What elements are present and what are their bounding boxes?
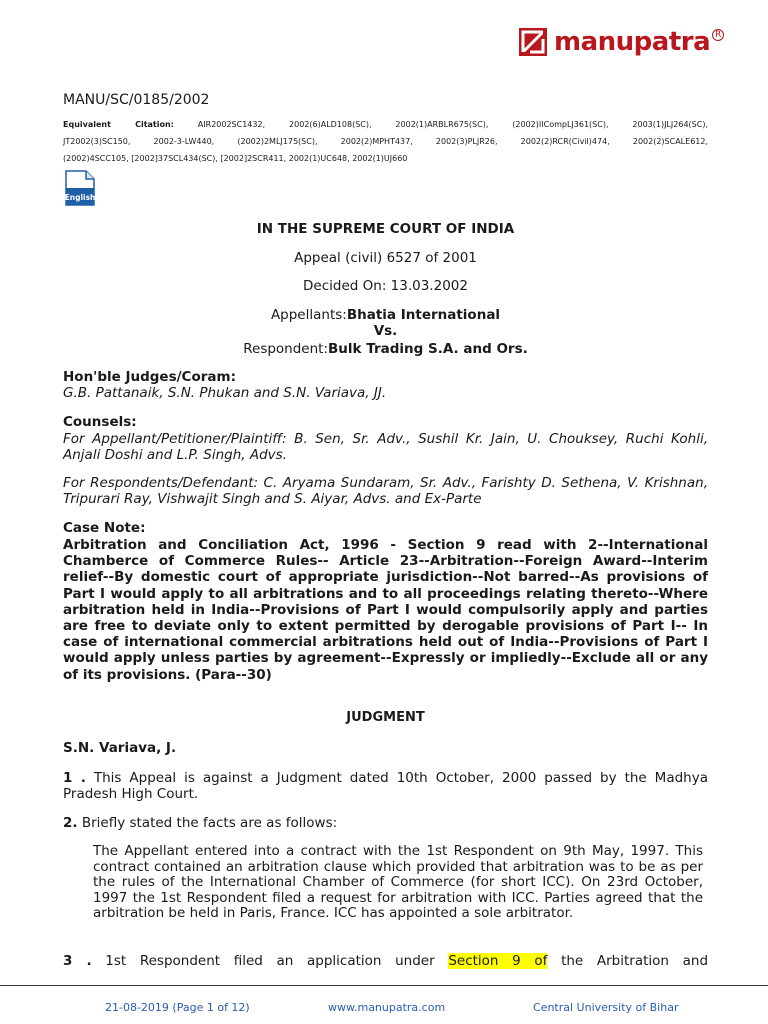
appellants-name: Bhatia International: [346, 307, 501, 323]
appellant-counsel: For Appellant/Petitioner/Plaintiff: B. Sen, Sr. Adv., Sushil Kr. Jain, U. Chouksey, Ruchi Kohli, Anjali Doshi and L.P. Singh, Advs.: [63, 431, 708, 463]
respondent-counsel: For Respondents/Defendant: C. Aryama Sundaram, Sr. Adv., Farishty D. Sethena, V. Krishnan, Tripurari Ray, Vishwajit Singh and S. Aiyar, Advs. and Ex-Parte: [63, 475, 708, 507]
footer-website-link[interactable]: www.manupatra.com: [328, 1001, 446, 1014]
appellants-label: Appellants:: [270, 307, 347, 323]
case-note-heading: Case Note:: [63, 520, 146, 536]
language-badge: English: [64, 193, 96, 202]
court-name: IN THE SUPREME COURT OF INDIA: [256, 221, 515, 237]
paragraph-1: 1 . This Appeal is against a Judgment dated 10th October, 2000 passed by the Madhya Pradesh High Court.: [63, 770, 708, 802]
registered-mark: R: [712, 29, 724, 41]
equivalent-citation: [63, 116, 708, 167]
citation-line-3: (2002)4SCC105, [2002]37SCL434(SC), [2002]2SCR411, 2002(1)UC648, 2002(1)UJ660: [63, 154, 408, 163]
citation-line-1: Equivalent Citation: AIR2002SC1432, 2002(6)ALD108(SC), 2002(1)ARBLR675(SC), (2002)IICompLJ361(SC), 2003(1)JLJ264(SC),: [63, 120, 708, 129]
logo-text: manupatra: [554, 27, 711, 57]
versus: Vs.: [373, 323, 398, 339]
judgment-heading: JUDGMENT: [346, 710, 425, 725]
respondent-line: [63, 341, 708, 357]
paragraph-number: 1 .: [63, 770, 86, 786]
document-id: MANU/SC/0185/2002: [63, 92, 210, 108]
counsels-heading: Counsels:: [63, 414, 137, 430]
highlighted-section-link[interactable]: Section 9 of: [448, 953, 548, 969]
footer-divider: [0, 985, 768, 986]
judges-heading: Hon'ble Judges/Coram:: [63, 369, 236, 385]
facts-quote: The Appellant entered into a contract with the 1st Respondent on 9th May, 1997. This contract contained an arbitration clause which provided that arbitration was to be as per the rules of the International Chamber of Commerce (for short ICC). On 23rd October, 1997 the 1st Respondent filed a request for arbitration with ICC. Parties agreed that the arbitration be held in Paris, France. ICC has appointed a sole arbitrator.: [93, 843, 703, 921]
citation-label: Equivalent Citation:: [63, 120, 174, 129]
judges-names: G.B. Pattanaik, S.N. Phukan and S.N. Variava, JJ.: [63, 385, 387, 401]
appeal-number: Appeal (civil) 6527 of 2001: [294, 250, 477, 266]
manupatra-logo: [518, 22, 730, 62]
paragraph-number: 3 .: [63, 953, 92, 969]
decided-date: Decided On: 13.03.2002: [303, 278, 468, 294]
paragraph-3: 3 . 1st Respondent filed an application under Section 9 of the Arbitration and: [63, 953, 709, 969]
respondent-label: Respondent:: [243, 341, 329, 357]
footer-institution: Central University of Bihar: [533, 1001, 679, 1014]
citation-line-2: JT2002(3)SC150, 2002-3-LW440, (2002)2MLJ175(SC), 2002(2)MPHT437, 2002(3)PLJR26, 2002(2)RCR(Civil)474, 2002(2)SCALE612,: [63, 137, 708, 146]
paragraph-2: 2. Briefly stated the facts are as follows:: [63, 815, 338, 831]
judge-name: S.N. Variava, J.: [63, 740, 177, 756]
appellants-line: [63, 307, 708, 323]
paragraph-number: 2.: [63, 815, 78, 831]
respondent-name: Bulk Trading S.A. and Ors.: [328, 341, 528, 357]
footer-date-page: 21-08-2019 (Page 1 of 12): [105, 1001, 250, 1014]
case-note-text: Arbitration and Conciliation Act, 1996 - Section 9 read with 2--International Chamberce of Commerce Rules-- Article 23--Arbitration--Foreign Award--Interim relief--By domestic court of appropriate jurisdiction--Not barred--As provisions of Part I would apply to all arbitrations and to all proceedings relating thereto--Where arbitration held in India--Provisions of Part I would compulsorily apply and parties are free to deviate only to extent permitted by derogable provisions of Part I-- In case of international commercial arbitrations held out of India--Provisions of Part I would apply unless parties by agreement--Expressly or impliedly--Exclude all or any of its provisions. (Para--30): [63, 537, 708, 683]
manupatra-logo-icon: [518, 27, 548, 57]
english-document-icon[interactable]: [64, 170, 96, 206]
